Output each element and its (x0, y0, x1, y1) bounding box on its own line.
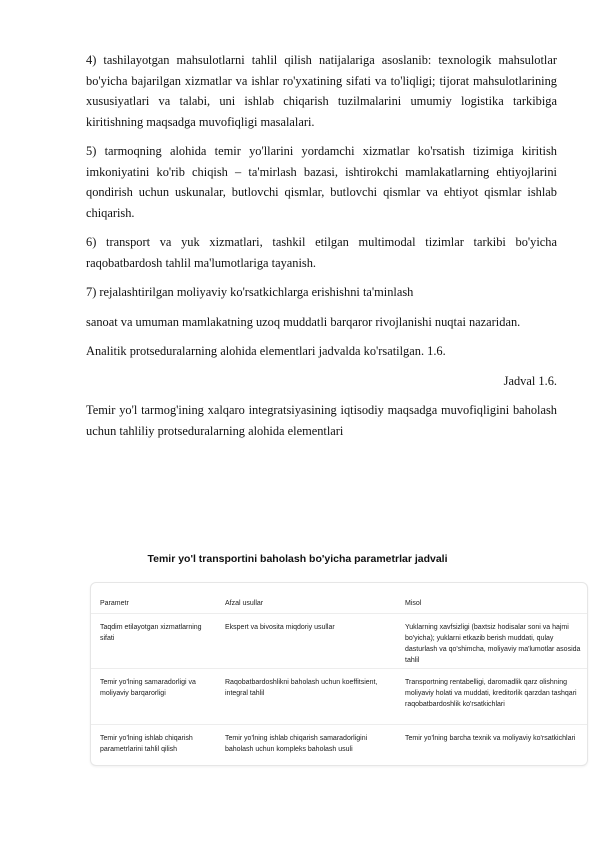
table-row (91, 669, 587, 725)
paragraph-item-6: 6) transport va yuk xizmatlari, tashkil etilgan multimodal tizimlar tarkibi bo'yicha raqobatbardosh tahlil ma'lumotlariga tayanish. (86, 235, 557, 270)
body-text (86, 50, 557, 450)
table-reference: Analitik protseduralarning alohida elementlari jadvalda ko'rsatilgan. 1.6. (86, 344, 446, 358)
parameters-table-image (90, 582, 588, 766)
paragraph-item-5: 5) tarmoqning alohida temir yo'llarini yordamchi xizmatlar ko'rsatish tizimiga kiritish imkoniyatini ko'rib chiqish – ta'mirlash bazasi, ishtirokchi mamlakatlarning ehtiyojlarini qondirish uchun uskunalar, butlovchi qismlar, butlovchi qismlar va ehtiyot qismlar ishlab chiqarish. (86, 144, 557, 220)
row-2-example: Transportning rentabelligi, daromadlik qarz olishning moliyaviy holati va muddati, kreditorlik qarzdan tashqari raqobatbardoshlik ko'rsatkichlari (405, 679, 577, 708)
row-1-example: Yuklarning xavfsizligi (baxtsiz hodisalar soni va hajmi bo'yicha); yuklarni etkazib berish muddati, qulay dasturlash va qo'shimcha, moliyaviy ma'lumotlar asosida tahlil (405, 624, 581, 664)
figure-title: Temir yo'l transportini baholash bo'yicha parametrlar jadvali (147, 553, 448, 565)
row-2-parameter: Temir yo'lning samaradorligi va moliyaviy barqarorligi (100, 679, 196, 697)
paragraph-continuation: sanoat va umuman mamlakatning uzoq muddatli barqaror rivojlanishi nuqtai nazaridan. (86, 314, 521, 329)
header-methods: Afzal usullar (225, 600, 264, 607)
table-row (91, 725, 587, 765)
row-1-methods: Ekspert va bivosita miqdoriy usullar (225, 624, 335, 631)
row-1-parameter: Taqdim etilayotgan xizmatlarning sifati (100, 624, 202, 642)
table-caption: Temir yo'l tarmog'ining xalqaro integratsiyasining iqtisodiy maqsadga muvofiqligini baholash uchun tahliliy protseduralarning alohida elementlari (86, 403, 557, 438)
row-2-methods: Raqobatbardoshlikni baholash uchun koeffitsient, integral tahlil (225, 679, 378, 697)
paragraph-item-7: 7) rejalashtirilgan moliyaviy ko'rsatkichlarga erishishni ta'minlash (86, 285, 414, 299)
table-number: Jadval 1.6. (503, 373, 557, 388)
table-row (91, 614, 587, 669)
table-header-row (91, 583, 587, 614)
row-3-methods: Temir yo'lning ishlab chiqarish samaradorligini baholash uchun kompleks baholash usuli (225, 735, 368, 753)
row-3-example: Temir yo'lning barcha texnik va moliyaviy ko'rsatkichlari (405, 735, 576, 742)
header-example: Misol (405, 600, 422, 607)
header-parameter: Parametr (100, 600, 129, 607)
paragraph-item-4: 4) tashilayotgan mahsulotlarni tahlil qilish natijalariga asoslanib: texnologik mahsulotlar bo'yicha bajarilgan xizmatlar va ishlar ro'yxatining sifati va to'liqligi; tijorat mahsulotlarining xususiyatlari va talabi, uni ishlab chiqarish tuzilmalarini umumiy logistika tarkibiga kiritishning maqsadga muvofiqligi masalalari. (86, 53, 557, 129)
row-3-parameter: Temir yo'lning ishlab chiqarish parametrlarini tahlil qilish (100, 735, 193, 753)
